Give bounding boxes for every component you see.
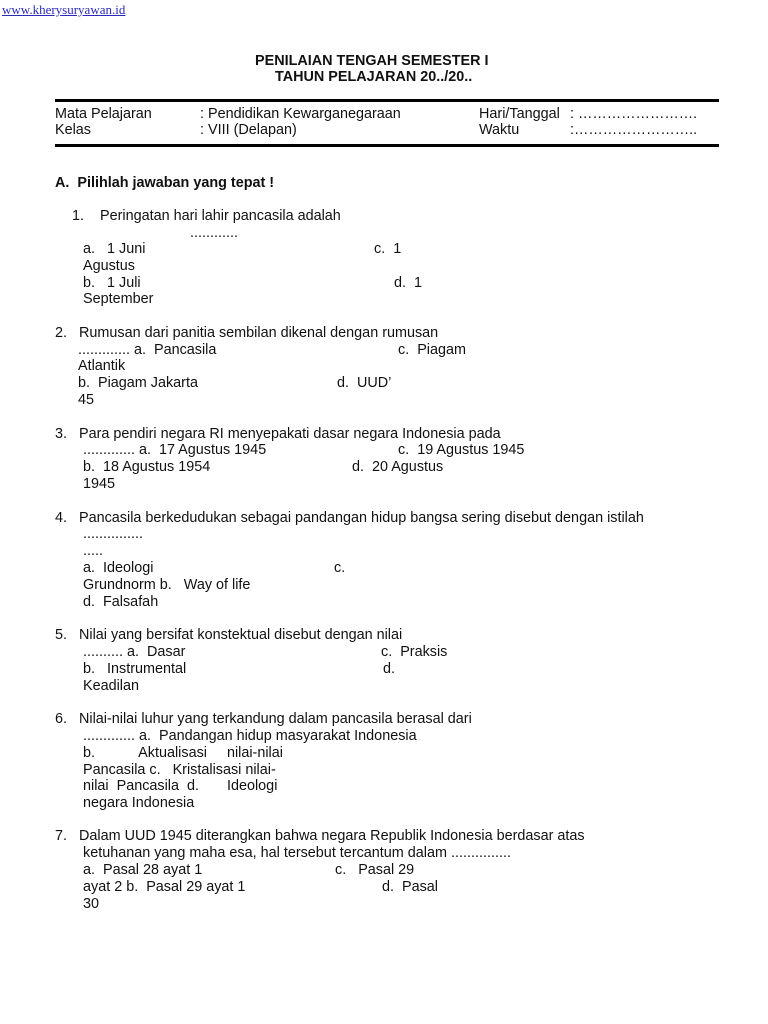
option-b: b. 1 Juli bbox=[83, 275, 141, 291]
question-text: 7. Dalam UUD 1945 diterangkan bahwa negara Republik Indonesia berdasar atas bbox=[55, 828, 585, 844]
option-a: a. Pasal 28 ayat 1 bbox=[83, 862, 203, 878]
option-c: Pancasila c. Kristalisasi nilai- bbox=[83, 762, 276, 778]
question-text: 3. Para pendiri negara RI menyepakati dasar negara Indonesia pada bbox=[55, 426, 501, 442]
option-b: ayat 2 b. Pasal 29 ayat 1 bbox=[83, 879, 246, 895]
option-b: b. Aktualisasi nilai-nilai bbox=[83, 745, 283, 761]
bottom-rule bbox=[55, 144, 719, 147]
answer-blank: ............... bbox=[83, 526, 143, 542]
option-d-cont: 30 bbox=[83, 896, 100, 912]
option-c-cont: Atlantik bbox=[78, 358, 126, 374]
option-a: ............. a. Pancasila bbox=[78, 342, 217, 358]
time-value: :…………………….. bbox=[570, 122, 698, 138]
option-d: d. Falsafah bbox=[83, 594, 159, 610]
question-text: 4. Pancasila berkedudukan sebagai pandangan hidup bangsa sering disebut dengan istilah bbox=[55, 510, 644, 526]
question-text: 5. Nilai yang bersifat konstektual disebut dengan nilai bbox=[55, 627, 403, 643]
option-b: b. Piagam Jakarta bbox=[78, 375, 198, 391]
option-d-cont: Keadilan bbox=[83, 678, 140, 694]
option-d: nilai Pancasila d. Ideologi bbox=[83, 778, 278, 794]
option-c: c. Praksis bbox=[381, 644, 448, 660]
day-label: Hari/Tanggal bbox=[479, 106, 560, 122]
subject-value: : Pendidikan Kewarganegaraan bbox=[200, 106, 401, 122]
option-c: c. Piagam bbox=[398, 342, 466, 358]
question-text: 6. Nilai-nilai luhur yang terkandung dalam pancasila berasal dari bbox=[55, 711, 472, 727]
answer-blank: ............ bbox=[190, 225, 238, 241]
subject-label: Mata Pelajaran bbox=[55, 106, 152, 122]
answer-blank-cont: ..... bbox=[83, 543, 103, 559]
option-a: ............. a. 17 Agustus 1945 bbox=[83, 442, 267, 458]
question-text-cont: ketuhanan yang maha esa, hal tersebut tercantum dalam ............... bbox=[83, 845, 511, 861]
option-b: Grundnorm b. Way of life bbox=[83, 577, 251, 593]
option-d: d. 20 Agustus bbox=[352, 459, 444, 475]
option-d: d. Pasal bbox=[382, 879, 438, 895]
day-value: : ……………………. bbox=[570, 106, 698, 122]
option-c: c. 19 Agustus 1945 bbox=[398, 442, 525, 458]
section-heading: A. Pilihlah jawaban yang tepat ! bbox=[55, 175, 275, 191]
website-link[interactable]: www.kherysuryawan.id bbox=[2, 2, 126, 17]
option-d-cont: September bbox=[83, 291, 154, 307]
option-d-cont: 1945 bbox=[83, 476, 116, 492]
page-subtitle: TAHUN PELAJARAN 20../20.. bbox=[275, 69, 473, 85]
class-value: : VIII (Delapan) bbox=[200, 122, 297, 138]
option-c: c. bbox=[334, 560, 346, 576]
top-rule bbox=[55, 99, 719, 102]
question-text: 2. Rumusan dari panitia sembilan dikenal dengan rumusan bbox=[55, 325, 439, 341]
option-c: c. Pasal 29 bbox=[335, 862, 415, 878]
question-text: 1. Peringatan hari lahir pancasila adalah bbox=[72, 208, 341, 224]
time-label: Waktu bbox=[479, 122, 520, 138]
class-label: Kelas bbox=[55, 122, 91, 138]
option-a: a. Ideologi bbox=[83, 560, 154, 576]
option-d: d. UUD’ bbox=[337, 375, 392, 391]
option-d: d. 1 bbox=[394, 275, 423, 291]
option-a: .......... a. Dasar bbox=[83, 644, 186, 660]
option-a: a. 1 Juni bbox=[83, 241, 146, 257]
option-d-cont: negara Indonesia bbox=[83, 795, 195, 811]
page-title: PENILAIAN TENGAH SEMESTER I bbox=[255, 53, 489, 69]
option-c-cont: Agustus bbox=[83, 258, 135, 274]
option-d: d. bbox=[383, 661, 396, 677]
option-c: c. 1 bbox=[374, 241, 402, 257]
option-a: ............. a. Pandangan hidup masyarakat Indonesia bbox=[83, 728, 417, 744]
option-b: b. Instrumental bbox=[83, 661, 187, 677]
option-b: b. 18 Agustus 1954 bbox=[83, 459, 211, 475]
option-d-cont: 45 bbox=[78, 392, 95, 408]
